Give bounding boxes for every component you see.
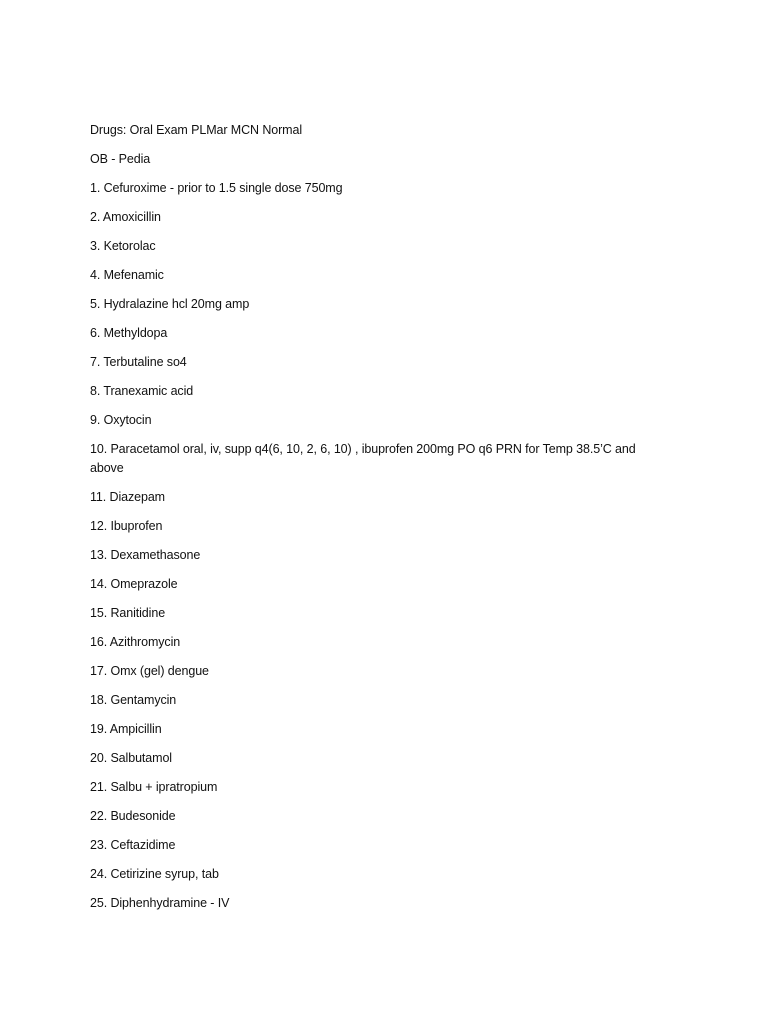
list-item: 1. Cefuroxime - prior to 1.5 single dose 750mg xyxy=(90,181,343,195)
document-subtitle: OB - Pedia xyxy=(90,152,151,166)
list-item: 12. Ibuprofen xyxy=(90,519,163,533)
list-item: 14. Omeprazole xyxy=(90,577,178,591)
list-item: 9. Oxytocin xyxy=(90,413,152,427)
list-item: 23. Ceftazidime xyxy=(90,838,176,852)
list-item: 4. Mefenamic xyxy=(90,268,164,282)
document-title: Drugs: Oral Exam PLMar MCN Normal xyxy=(90,123,303,137)
list-item: 11. Diazepam xyxy=(90,490,165,504)
list-item: 6. Methyldopa xyxy=(90,326,168,340)
list-item: 2. Amoxicillin xyxy=(90,210,161,224)
list-item: 3. Ketorolac xyxy=(90,239,156,253)
drug-list xyxy=(90,179,650,913)
list-item: 21. Salbu + ipratropium xyxy=(90,780,218,794)
list-item: 19. Ampicillin xyxy=(90,722,162,736)
list-item: 20. Salbutamol xyxy=(90,751,172,765)
list-item: 5. Hydralazine hcl 20mg amp xyxy=(90,297,250,311)
list-item: 24. Cetirizine syrup, tab xyxy=(90,867,219,881)
list-item: 22. Budesonide xyxy=(90,809,176,823)
list-item: 10. Paracetamol oral, iv, supp q4(6, 10, 2, 6, 10) , ibuprofen 200mg PO q6 PRN for Temp 38.5’C and above xyxy=(90,442,636,475)
list-item: 16. Azithromycin xyxy=(90,635,181,649)
list-item: 8. Tranexamic acid xyxy=(90,384,194,398)
document-page xyxy=(90,121,650,923)
list-item: 13. Dexamethasone xyxy=(90,548,201,562)
list-item: 7. Terbutaline so4 xyxy=(90,355,187,369)
list-item: 15. Ranitidine xyxy=(90,606,166,620)
list-item: 18. Gentamycin xyxy=(90,693,177,707)
list-item: 25. Diphenhydramine - IV xyxy=(90,896,230,910)
list-item: 17. Omx (gel) dengue xyxy=(90,664,209,678)
